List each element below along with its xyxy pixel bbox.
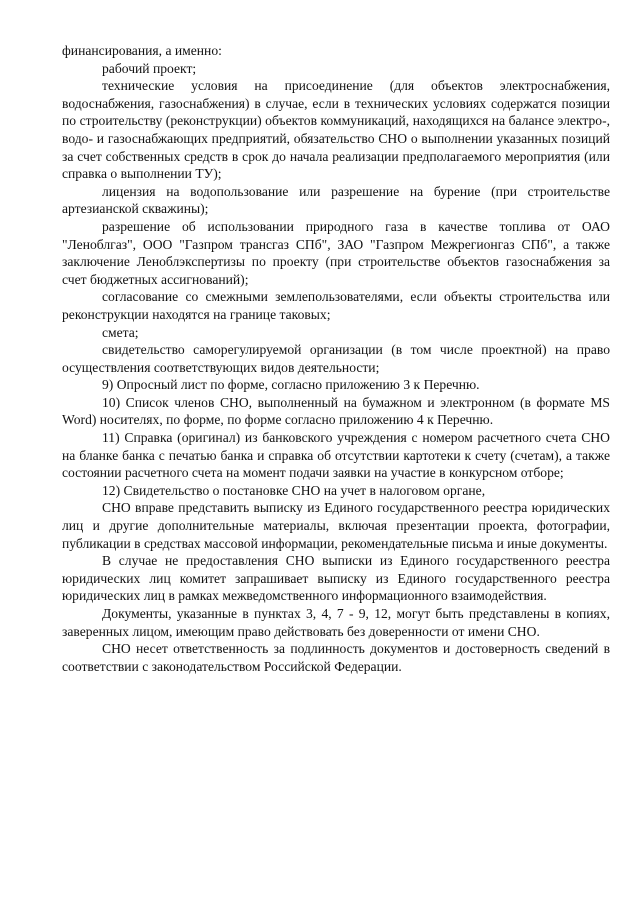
paragraph-item-11: 11) Справка (оригинал) из банковского учреждения с номером расчетного счета СНО на бланке банка с печатью банка и справка об отсутствии картотеки к счету (счетам), а также состоянии расчетного счета на момент подачи заявки на участие в конкурсном отборе; — [62, 430, 610, 481]
list-item-estimate: смета; — [102, 324, 139, 340]
paragraph-financing-intro: финансирования, а именно: — [62, 43, 222, 58]
document-page — [62, 42, 610, 675]
list-item-technical-conditions: технические условия на присоединение (для объектов электроснабжения, водоснабжения, газоснабжения) в случае, если в технических условиях содержатся позиции по строительству (реконструкции) объектов коммуникаций, находящихся на балансе электро-, водо- и газоснабжающих предприятий, обязательство СНО о выполнении указанных позиций за счет собственных средств в срок до начала реализации предполагаемого мероприятия (или справка о выполнении ТУ); — [62, 78, 610, 182]
list-item-working-project: рабочий проект; — [102, 60, 197, 76]
paragraph-item-9: 9) Опросный лист по форме, согласно приложению 3 к Перечню. — [102, 377, 480, 393]
paragraph-registry-extract: СНО вправе представить выписку из Единого государственного реестра юридических лиц и другие дополнительные материалы, включая презентации проекта, фотографии, публикации в средствах массовой информации, рекомендательные письма и иные документы. — [62, 500, 610, 551]
list-item-gas-permit: разрешение об использовании природного газа в качестве топлива от ОАО "Леноблгаз", ООО "Газпром трансгаз СПб", ЗАО "Газпром Межрегионгаз СПб", а также заключение Леноблэкспертизы по проекту (при строительстве объектов газоснабжения за счет бюджетных ассигнований); — [62, 218, 610, 287]
paragraph-copies: Документы, указанные в пунктах 3, 4, 7 - 9, 12, могут быть представлены в копиях, заверенных лицом, имеющим право действовать без доверенности от имени СНО. — [62, 606, 610, 639]
list-item-neighbor-approval: согласование со смежными землепользователями, если объекты строительства или реконструкции находятся на границе таковых; — [62, 289, 610, 322]
paragraph-committee-request: В случае не предоставления СНО выписки из Единого государственного реестра юридических лиц комитет запрашивает выписку из Единого государственного реестра юридических лиц в рамках межведомственного информационного взаимодействия. — [62, 553, 610, 604]
list-item-sro-certificate: свидетельство саморегулируемой организации (в том числе проектной) на право осуществления соответствующих видов деятельности; — [62, 342, 610, 375]
list-item-water-license: лицензия на водопользование или разрешение на бурение (при строительстве артезианской скважины); — [62, 183, 610, 217]
paragraph-responsibility: СНО несет ответственность за подлинность документов и достоверность сведений в соответствии с законодательством Российской Федерации. — [62, 641, 610, 674]
paragraph-item-12: 12) Свидетельство о постановке СНО на учет в налоговом органе, — [102, 482, 486, 498]
paragraph-item-10: 10) Список членов СНО, выполненный на бумажном и электронном (в формате MS Word) носителях, по форме, по форме согласно приложению 4 к Перечню. — [62, 394, 610, 428]
